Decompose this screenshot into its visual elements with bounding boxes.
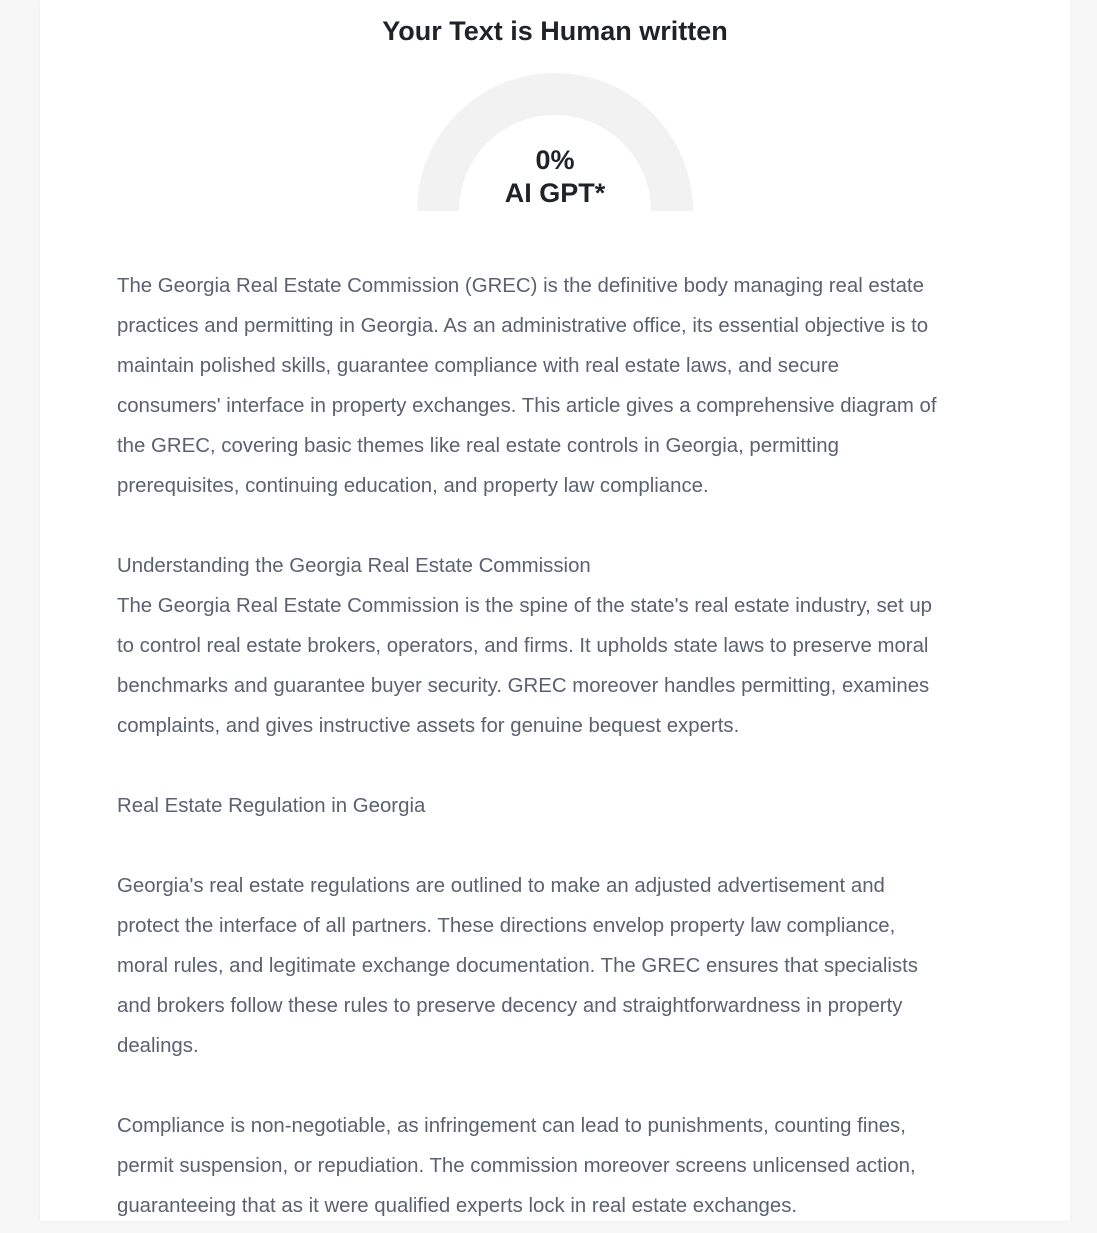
article-paragraph-5: Compliance is non-negotiable, as infringement can lead to punishments, counting fines, permit suspension, or repudiation. The commission moreover screens unlicensed action, guaranteeing that as it were qualified experts lock in real estate exchanges. — [117, 1115, 916, 1217]
gauge-percent: 0% — [535, 145, 575, 175]
article-paragraph-4: Georgia's real estate regulations are outlined to make an adjusted advertisement and protect the interface of all partners. These directions envelop property law compliance, moral rules, and legitimate exchange documentation. The GREC ensures that specialists and brokers follow these rules to preserve decency and straightforwardness in property dealings. — [117, 875, 918, 1057]
ai-score-gauge — [417, 72, 693, 212]
result-title: Your Text is Human written — [382, 16, 728, 46]
gauge-label: AI GPT* — [504, 178, 606, 208]
article-paragraph-2: Understanding the Georgia Real Estate Commission The Georgia Real Estate Commission is the spine of the state's real estate industry, set up to control real estate brokers, operators, and firms. It upholds state laws to preserve moral benchmarks and guarantee buyer security. GREC moreover handles permitting, examines complaints, and gives instructive assets for genuine bequest experts. — [117, 555, 933, 737]
article-text — [117, 266, 1002, 1221]
article-paragraph-3: Real Estate Regulation in Georgia — [117, 795, 426, 817]
article-paragraph-1: The Georgia Real Estate Commission (GREC) is the definitive body managing real estate practices and permitting in Georgia. As an administrative office, its essential objective is to maintain polished skills, guarantee compliance with real estate laws, and secure consumers' interface in property exchanges. This article gives a comprehensive diagram of the GREC, covering basic themes like real estate controls in Georgia, permitting prerequisites, continuing education, and property law compliance. — [117, 275, 937, 497]
result-card — [40, 0, 1070, 1221]
